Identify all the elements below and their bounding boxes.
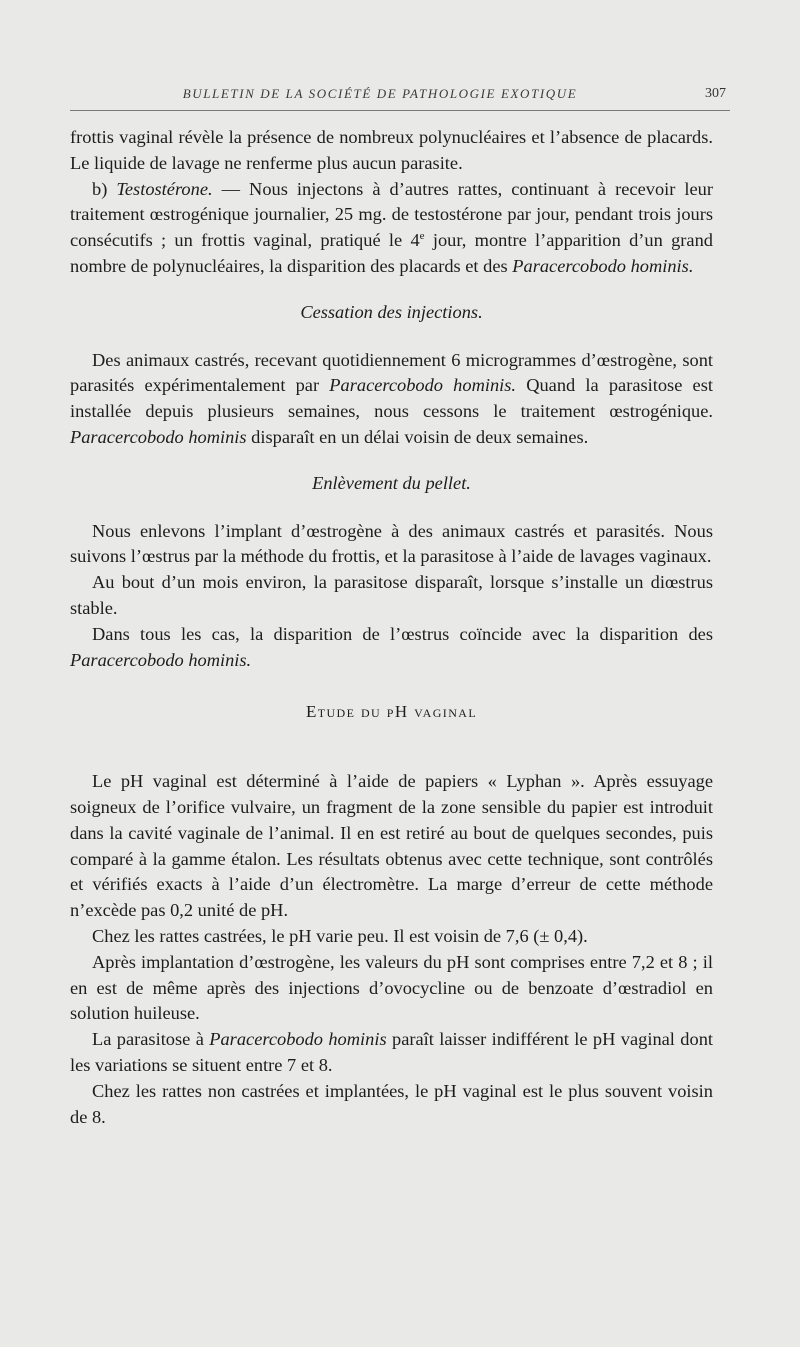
- superscript: e: [419, 230, 425, 243]
- paragraph-text: Quand la parasitose est installée depuis plusieurs semaines, nous cessons le traitement œstrogénique.: [70, 375, 713, 422]
- page-header: [70, 78, 730, 114]
- paragraph-ph-5: Chez les rattes non castrées et implantées, le pH vaginal est le plus souvent voisin de 8.: [70, 1080, 713, 1127]
- species-name: Paracercobodo hominis.: [70, 649, 252, 670]
- paragraph-ph-1: Le pH vaginal est déterminé à l’aide de papiers « Lyphan ». Après essuyage soigneux de l’orifice vulvaire, un fragment de la zone sensible du papier est introduit dans la cavité vaginale de l’animal. Il en est retiré au bout de quelques secondes, puis comparé à la gamme étalon. Les résultats obtenus avec cette technique, sont contrôlés et vérifiés exacts à l’aide d’un électromètre. La marge d’erreur de cette méthode n’excède pas 0,2 unité de pH.: [70, 771, 713, 921]
- paragraph-text: paraît laisser indifférent le pH vaginal dont les variations se situent entre 7 et 8.: [70, 1029, 714, 1075]
- header-rule: [70, 110, 730, 111]
- item-title: Testostérone.: [116, 178, 213, 199]
- paragraph-pellet-3: [70, 622, 713, 674]
- paragraph-ph-3: Après implantation d’œstrogène, les valeurs du pH sont comprises entre 7,2 et 8 ; il en est de même après des injections d’ovocycline ou de benzoate d’œstradiol en solution huileuse.: [70, 951, 713, 1024]
- paragraph-text: disparaît en un délai voisin de deux semaines.: [246, 426, 589, 447]
- section-heading-pellet: Enlèvement du pellet.: [312, 472, 471, 493]
- page-number: 307: [705, 86, 726, 101]
- paragraph-ph-2: Chez les rattes castrées, le pH varie peu. Il est voisin de 7,6 (± 0,4).: [92, 925, 588, 946]
- body-text: [70, 125, 713, 1130]
- paragraph-text: La parasitose à: [92, 1029, 210, 1050]
- paragraph-pellet-2: Au bout d’un mois environ, la parasitose disparaît, lorsque s’installe un diœstrus stable.: [70, 572, 713, 618]
- section-heading-cessation: Cessation des injections.: [300, 301, 483, 322]
- paragraph-pellet-1: Nous enlevons l’implant d’œstrogène à des animaux castrés et parasités. Nous suivons l’œstrus par la méthode du frottis, et la parasitose à l’aide de lavages vaginaux.: [70, 520, 713, 567]
- species-name: Paracercobodo hominis.: [512, 255, 694, 276]
- paragraph-1: frottis vaginal révèle la présence de nombreux polynucléaires et l’absence de placards. Le liquide de lavage ne renferme plus aucun parasite.: [70, 127, 713, 173]
- species-name: Paracercobodo hominis: [70, 426, 247, 447]
- paragraph-testosterone: [70, 177, 713, 280]
- item-label: b): [92, 178, 117, 199]
- paragraph-cessation: [70, 348, 713, 451]
- species-name: Paracercobodo hominis: [209, 1029, 387, 1050]
- paragraph-text: jour, montre l’apparition d’un grand nombre de polynucléaires, la disparition des placards et des: [70, 230, 713, 276]
- running-title: BULLETIN DE LA SOCIÉTÉ DE PATHOLOGIE EXOTIQUE: [182, 86, 578, 101]
- section-heading-ph: Etude du pH vaginal: [305, 702, 478, 722]
- paragraph-text: Des animaux castrés, recevant quotidiennement 6 microgrammes d’œstrogène, sont parasités expérimentalement par: [70, 349, 713, 396]
- paragraph-text: — Nous injectons à d’autres rattes, continuant à recevoir leur traitement œstrogénique journalier, 25 mg. de testostérone par jour, pendant trois jours consécutifs ; un frottis vaginal, pratiqué le 4: [70, 178, 713, 251]
- paragraph-text: Dans tous les cas, la disparition de l’œstrus coïncide avec la disparition des: [92, 623, 713, 644]
- species-name: Paracercobodo hominis.: [329, 375, 517, 396]
- paragraph-ph-4: [70, 1027, 713, 1079]
